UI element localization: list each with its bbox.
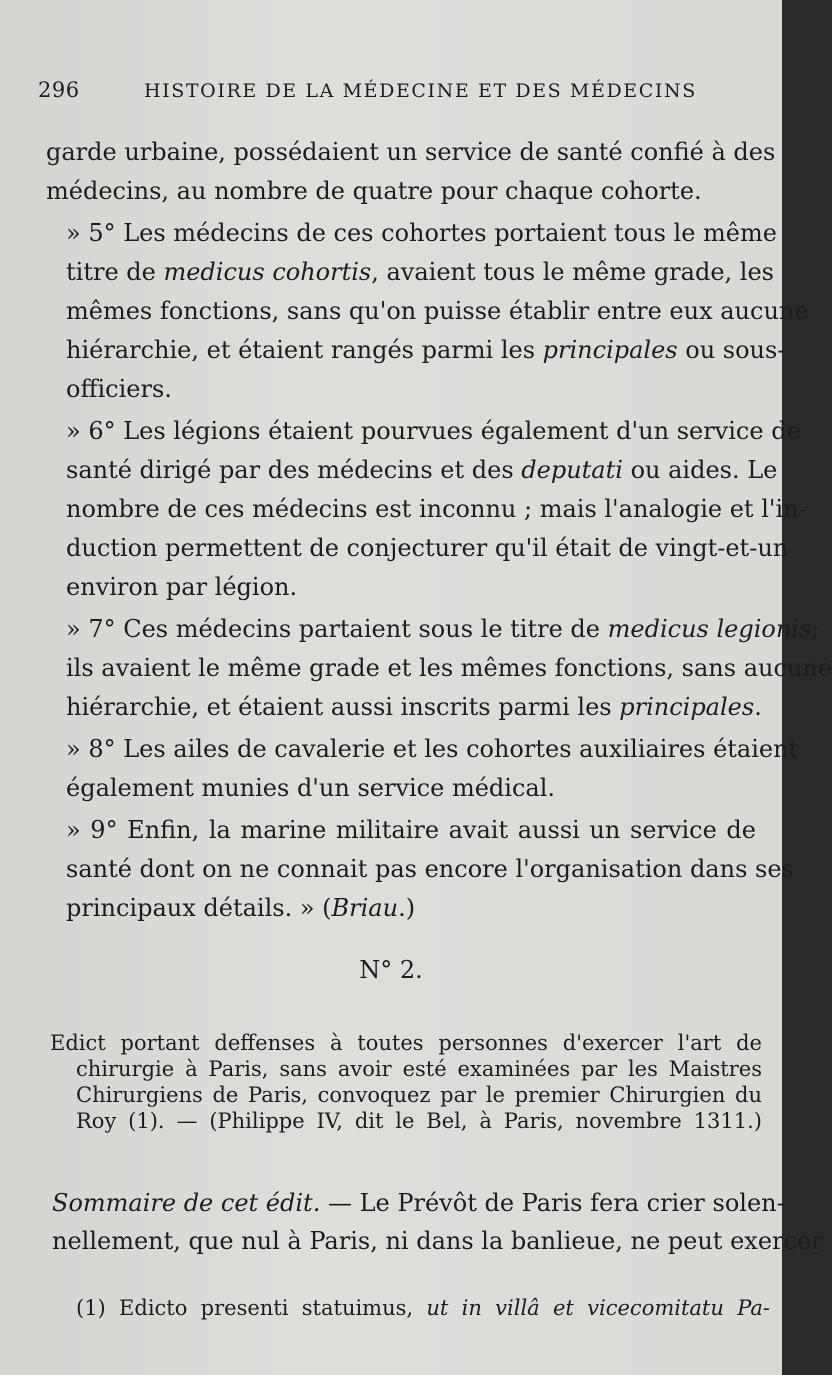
- edict-title-line: Chirurgiens de Paris, convoquez par le premier Chirurgien du: [76, 1083, 762, 1107]
- footnote-line: (1) Edicto presenti statuimus, ut in villâ et vicecomitatu Pa-: [76, 1296, 770, 1320]
- footnote: [76, 1294, 770, 1322]
- edict-title-line: Roy (1). — (Philippe IV, dit le Bel, à Paris, novembre 1311.): [76, 1109, 762, 1133]
- paragraph-cavalerie: [46, 730, 799, 808]
- text-line: santé dirigé par des médecins et des deputati ou aides. Le: [66, 456, 778, 484]
- latin-term: deputati: [521, 456, 623, 484]
- page-number: 296: [38, 78, 80, 102]
- text-line: également munies d'un service médical.: [66, 774, 555, 802]
- text-line: environ par légion.: [66, 573, 298, 601]
- paragraph-medicus-legionis: [46, 610, 832, 727]
- paragraph-marine: [46, 811, 794, 928]
- page-header: [38, 78, 758, 108]
- latin-term: medicus legionis: [607, 615, 812, 643]
- text-line: nellement, que nul à Paris, ni dans la banlieue, ne peut exercer: [52, 1227, 823, 1255]
- paragraph-cohortes: [46, 214, 809, 409]
- text-line: Sommaire de cet édit. — Le Prévôt de Paris fera crier solen-: [52, 1189, 785, 1217]
- citation-author: Briau: [331, 894, 399, 922]
- edict-title-line: chirurgie à Paris, sans avoir esté examinées par les Maistres: [76, 1057, 762, 1081]
- document-number: N° 2.: [359, 956, 423, 984]
- edict-title: [50, 1030, 762, 1134]
- text-line: principaux détails. » (Briau.): [66, 894, 416, 922]
- text-line: » 8° Les ailes de cavalerie et les cohortes auxiliaires étaient: [66, 735, 799, 763]
- text-line: » 7° Ces médecins partaient sous le titre de medicus legionis;: [66, 615, 820, 643]
- text-line: hiérarchie, et étaient aussi inscrits parmi les principales.: [66, 693, 762, 721]
- latin-quote: ut in villâ et vicecomitatu Pa-: [426, 1296, 770, 1320]
- summary-label: Sommaire de cet édit.: [52, 1189, 321, 1217]
- latin-term: principales: [542, 336, 678, 364]
- text-line: médecins, au nombre de quatre pour chaque cohorte.: [46, 177, 702, 205]
- body-text: [46, 133, 832, 931]
- paragraph-legions: [46, 412, 807, 607]
- running-head: HISTOIRE DE LA MÉDECINE ET DES MÉDECINS: [144, 80, 697, 102]
- paragraph-garde-urbaine: [46, 133, 776, 211]
- text-line: » 6° Les légions étaient pourvues également d'un service de: [66, 417, 801, 445]
- text-line: ils avaient le même grade et les mêmes fonctions, sans aucune: [66, 654, 832, 682]
- text-line: santé dont on ne connait pas encore l'organisation dans ses: [66, 855, 794, 883]
- latin-term: principales: [619, 693, 755, 721]
- text-line: » 9° Enfin, la marine militaire avait aussi un service de: [66, 816, 756, 844]
- text-line: mêmes fonctions, sans qu'on puisse établir entre eux aucune: [66, 297, 809, 325]
- text-line: hiérarchie, et étaient rangés parmi les principales ou sous-: [66, 336, 786, 364]
- text-line: duction permettent de conjecturer qu'il était de vingt-et-un: [66, 534, 789, 562]
- text-line: » 5° Les médecins de ces cohortes portaient tous le même: [66, 219, 777, 247]
- text-line: nombre de ces médecins est inconnu ; mais l'analogie et l'in-: [66, 495, 807, 523]
- edict-title-line: Edict portant deffenses à toutes personnes d'exercer l'art de: [50, 1031, 762, 1055]
- text-line: officiers.: [66, 375, 172, 403]
- edict-summary: [52, 1184, 823, 1260]
- text-line: garde urbaine, possédaient un service de santé confié à des: [46, 138, 776, 166]
- latin-term: medicus cohortis: [163, 258, 372, 286]
- text-line: titre de medicus cohortis, avaient tous le même grade, les: [66, 258, 774, 286]
